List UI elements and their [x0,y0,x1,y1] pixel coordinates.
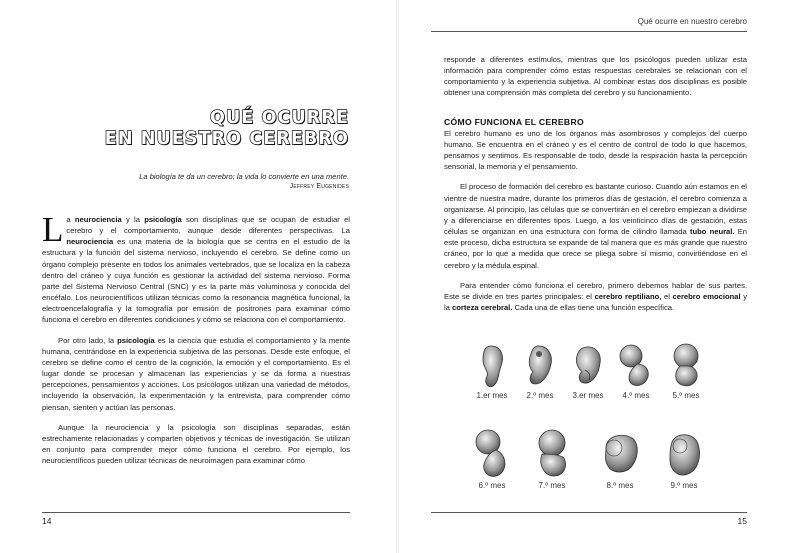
left-page-text [42,210,351,475]
right-paragraph-3: Para entender cómo funciona el cerebro, primero debemos hablar de sus partes. Este se divide en tres partes principales: el cerebro reptiliano, el cerebro emocional y la corteza cerebral. Cada una de ellas tiene una función específica. [444,280,747,312]
left-paragraph-3: Aunque la neurociencia y la psicología son disciplinas separadas, están estrechamente relacionadas y comparten objetivos y técnicas de investigación. Se utilizan en conjunto para comprender mejor cómo funciona el cerebro. Por ejemplo, los neurocientíficos pueden utilizar técnicas de neuroimagen para examinar cómo [42,422,350,466]
title-line-2: EN NUESTRO CEREBRO [104,129,349,149]
embryo-month-1 [470,342,514,400]
epigraph: La biología te da un cerebro; la vida lo convierte en una mente. [139,172,349,181]
epigraph-author: Jeffrey Eugenides [289,183,349,190]
embryo-month-6 [470,428,514,490]
right-paragraph-1: El cerebro humano es uno de los órganos más asombrosos y complejos del cuerpo humano. Se encuentra en el cráneo y es el centro de control de todo lo que hacemos, pensamos y sentimos. Es responsable de todo, desde la respiración hasta la percepción sensorial, la memoria y el pensamiento. [444,128,747,172]
chapter-title [105,108,349,150]
embryo-7-icon [534,428,570,480]
embryo-month-7 [530,428,574,490]
embryo-label-8: 8.º mes [606,481,634,490]
embryo-label-7: 7.º mes [538,481,566,490]
embryo-3-icon [571,342,605,390]
right-paragraph-2: El proceso de formación del cerebro es bastante curioso. Cuando aún estamos en el vientre de nuestra madre, durante los primeros días de gestación, el cerebro comienza a organizarse. Al principio, las células que se convertirán en el cerebro empiezan a dividirse y a diferenciarse en diferentes tipos. Luego, a los veinticinco días de gestación, estas células se organizan en una estructura con forma de cilindro llamada tubo neural. En este proceso, dicha estructura se expande de tal manera que es más grande que nuestro cráneo, por lo que a medida que crece se pliega sobre sí mismo, convirtiéndose en el cerebro y la médula espinal. [444,182,747,270]
embryo-label-5: 5.º mes [672,391,700,400]
embryo-8-icon [600,428,640,480]
right-paragraph-0: responde a diferentes estímulos, mientras que los psicólogos pueden utilizar esta información para comprender cómo estas respuestas cerebrales se relacionan con el comportamiento y la experiencia subjetiva. Al combinar estas dos disciplinas es posible obtener una comprensión más completa del cerebro y su funcionamiento. [444,55,747,98]
embryo-month-8 [598,428,642,490]
drop-cap: L [42,210,64,249]
embryo-5-icon [666,342,706,390]
right-page-text [444,54,747,322]
embryo-label-2: 2.º mes [526,391,554,400]
embryo-label-4: 4.º mes [622,391,650,400]
embryo-1-icon [475,342,509,390]
page-number-left: 14 [42,516,52,526]
section-heading: CÓMO FUNCIONA EL CEREBRO [444,116,584,127]
left-paragraph-2: Por otro lado, la psicología es la ciencia que estudia el comportamiento y la mente humana, centrándose en la experiencia subjetiva de las personas. Desde este enfoque, el cerebro se define como el centro de la cognición, la emoción y el comportamiento. Es el lugar donde se procesan y almacenan las experiencias y se da forma a nuestras percepciones, pensamientos y acciones. Los psicólogos utilizan una variedad de métodos, incluyendo la observación, la experimentación y la entrevista, para comprender cómo piensan, sienten y actúan las personas. [42,335,351,412]
running-head: Qué ocurre en nuestro cerebro [637,17,747,26]
left-paragraph-1: La neurociencia y la psicología son disciplinas que se ocupan de estudiar el cerebro y el comportamiento, aunque desde diferentes perspectivas. La neurociencia es una materia de la biología que se centra en el estudio de la estructura y la función del sistema nervioso, incluyendo el cerebro. Se define como un órgano complejo presente en todos los animales vertebrados, que se localiza en la cabeza dentro del cráneo y cuya función es gestionar la actividad del sistema nervioso. Forma parte del Sistema Nervioso Central (SNC) y es la parte más voluminosa y conocida del encéfalo. Los neurocientíficos utilizan técnicas como la resonancia magnética funcional, la electroencefalografía y la tomografía por emisión de positrones para examinar cómo funciona el cerebro en diferentes condiciones y cómo se relaciona con el comportamiento. [42,210,350,325]
page-gutter [396,0,399,553]
embryo-label-6: 6.º mes [478,481,506,490]
embryo-9-icon [664,428,704,480]
embryo-month-2 [518,342,562,400]
embryo-month-3 [566,342,610,400]
title-line-1: QUÉ OCURRE [210,108,349,128]
embryo-month-5 [664,342,708,400]
embryo-label-9: 9.º mes [670,481,698,490]
embryo-label-1: 1.er mes [476,391,508,400]
footer-rule-right [431,512,747,513]
embryo-2-icon [523,342,557,390]
embryo-6-icon [474,428,510,480]
embryo-development-illustration [470,342,710,502]
embryo-4-icon [617,342,655,390]
embryo-month-9 [662,428,706,490]
embryo-month-4 [614,342,658,400]
page-number-right: 15 [737,516,747,526]
header-rule [431,31,747,32]
footer-rule-left [42,512,350,513]
embryo-label-3: 3.er mes [572,391,604,400]
